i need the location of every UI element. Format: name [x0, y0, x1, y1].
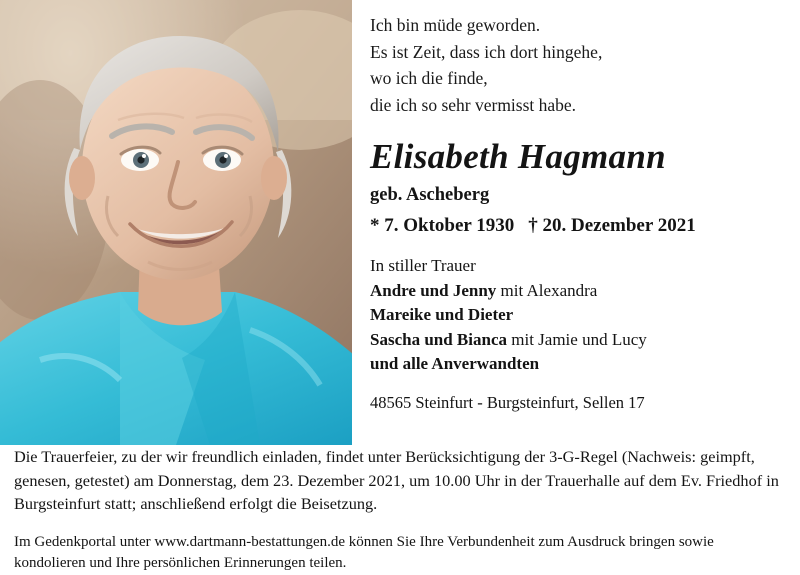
mourner-names: und alle Anverwandten — [370, 354, 540, 373]
mourners-block — [370, 254, 784, 377]
death-date: † 20. Dezember 2021 — [528, 215, 696, 236]
verse-block — [370, 8, 784, 118]
mourner-row — [370, 279, 784, 304]
mourner-row — [370, 303, 784, 328]
mourning-intro: In stiller Trauer — [370, 256, 476, 275]
family-address: 48565 Steinfurt - Burgsteinfurt, Sellen 17 — [370, 392, 645, 412]
mourner-names: Sascha und Bianca — [370, 329, 507, 349]
verse-line-1: Ich bin müde geworden. — [370, 15, 541, 35]
birth-date: * 7. Oktober 1930 — [370, 215, 515, 236]
mourner-names: Andre und Jenny — [370, 280, 497, 300]
mourner-extra: mit Jamie und Lucy — [507, 329, 647, 349]
deceased-name: Elisabeth Hagmann — [370, 137, 666, 176]
mourner-row — [370, 328, 784, 353]
mourner-names: Mareike und Dieter — [370, 305, 514, 324]
life-dates — [370, 212, 784, 240]
mourner-row — [370, 352, 784, 377]
verse-line-4: die ich so sehr vermisst habe. — [370, 94, 577, 115]
memorial-portal-note: Im Gedenkportal unter www.dartmann-bestattungen.de können Sie Ihre Verbundenheit zum Ausdruck bringen sowie kondolieren und Ihre persönlichen Erinnerungen teilen. — [14, 533, 714, 571]
bottom-section — [0, 445, 800, 575]
notice-text-column — [352, 0, 800, 445]
mourner-extra: mit Alexandra — [496, 280, 598, 300]
maiden-name: geb. Ascheberg — [370, 185, 490, 205]
verse-line-2: Es ist Zeit, dass ich dort hingehe, — [370, 41, 603, 62]
portrait-photo — [0, 0, 352, 445]
verse-line-3: wo ich die finde, — [370, 68, 488, 88]
ceremony-details: Die Trauerfeier, zu der wir freundlich einladen, findet unter Berücksichtigung der 3-G-Regel (Nachweis: geimpft, genesen, getestet) am Donnerstag, dem 23. Dezember 2021, um 10.00 Uhr in der Trauerhalle auf dem Ev. Friedhof in Burgsteinfurt statt; anschließend erfolgt die Beisetzung. — [14, 447, 779, 513]
